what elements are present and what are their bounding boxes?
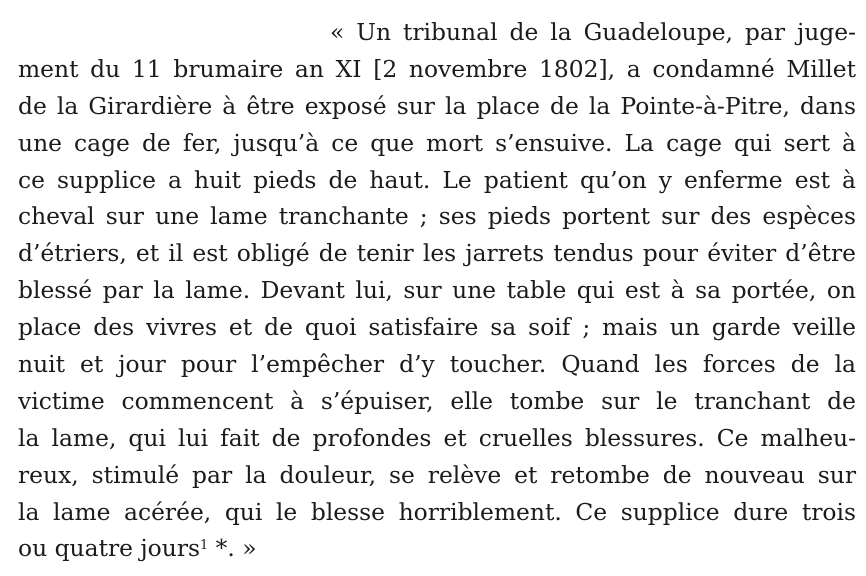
- text-line: place des vivres et de quoi satisfaire sa soif ; mais un garde veille: [18, 313, 856, 342]
- text-line: la lame acérée, qui le blesse horriblement. Ce supplice dure trois: [18, 497, 856, 526]
- text-line: reux, stimulé par la douleur, se relève et retombe de nouveau sur: [18, 460, 856, 489]
- footnote-mark[interactable]: 1: [200, 538, 209, 554]
- text-line: cheval sur une lame tranchante ; ses pieds portent sur des espèces: [18, 202, 856, 231]
- last-line-tail: *. »: [208, 534, 257, 563]
- text-line: la lame, qui lui fait de profondes et cruelles blessures. Ce malheu-: [18, 423, 856, 452]
- text-line: « Un tribunal de la Guadeloupe, par juge-: [330, 18, 856, 46]
- text-line: une cage de fer, jusqu’à ce que mort s’ensuive. La cage qui sert à: [18, 128, 856, 157]
- text-line: nuit et jour pour l’empêcher d’y toucher. Quand les forces de la: [18, 350, 856, 379]
- text-line: ment du 11 brumaire an XI [2 novembre 1802], a condamné Millet: [18, 54, 856, 83]
- text-line: ce supplice a huit pieds de haut. Le patient qu’on y enferme est à: [18, 165, 856, 194]
- last-line-text: ou quatre jours: [18, 534, 201, 563]
- quoted-passage: [18, 14, 856, 567]
- last-text-line: [18, 530, 856, 567]
- text-line: de la Girardière à être exposé sur la place de la Pointe-à-Pitre, dans: [18, 91, 856, 120]
- text-line: blessé par la lame. Devant lui, sur une table qui est à sa portée, on: [18, 276, 856, 305]
- text-line: victime commencent à s’épuiser, elle tombe sur le tranchant de: [18, 386, 856, 415]
- text-line: d’étriers, et il est obligé de tenir les jarrets tendus pour éviter d’être: [18, 239, 856, 268]
